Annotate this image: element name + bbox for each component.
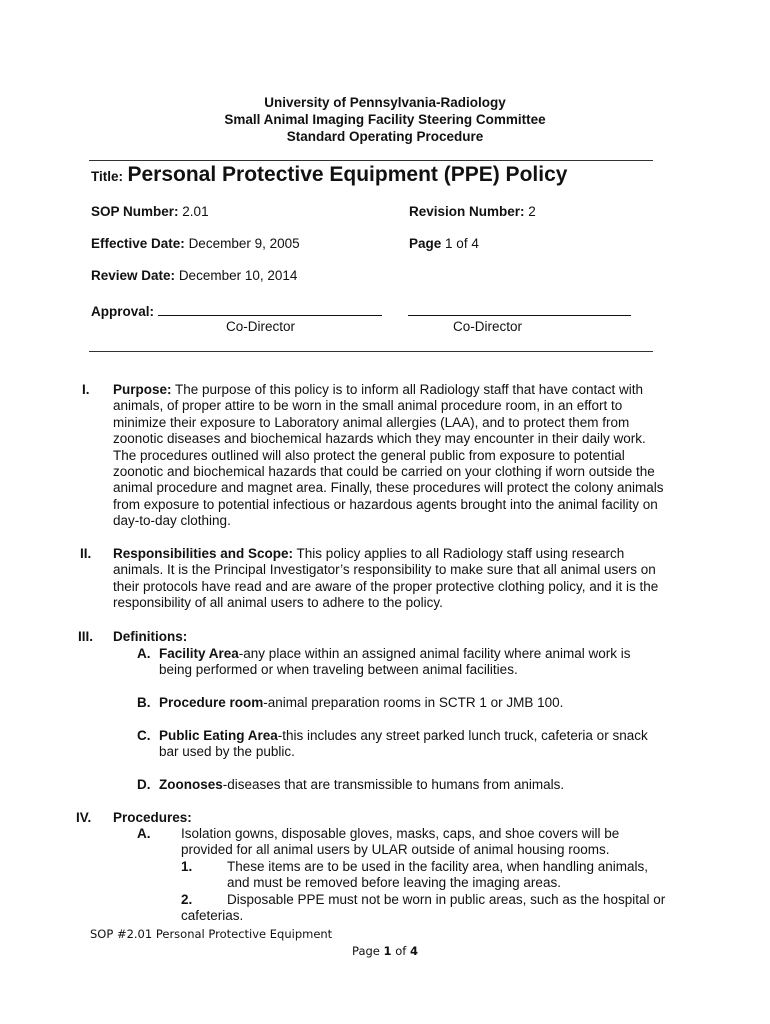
section-4-numeral: IV. — [76, 810, 92, 825]
sop-number — [91, 204, 209, 219]
footer-document-name: SOP #2.01 Personal Protective Equipment — [90, 927, 333, 941]
footer-page-number — [0, 944, 770, 958]
bottom-rule — [89, 351, 653, 352]
paragraph-line: The procedures outlined will also protect the general public from exposure to potential — [113, 447, 625, 463]
section-3-numeral: III. — [78, 629, 94, 644]
header-line-1: University of Pennsylvania-Radiology — [264, 95, 506, 110]
section-responsibilities — [113, 546, 658, 612]
definition-term: Procedure room — [159, 695, 264, 710]
footer-page-current: 1 — [383, 944, 392, 958]
definitions-heading: Definitions: — [113, 629, 188, 644]
paragraph-line: zoonotic and biochemical hazards that could be carried on your clothing if worn outside the — [113, 464, 655, 480]
footer-of-word: of — [391, 944, 410, 958]
definition-public-eating-area — [159, 728, 648, 761]
paragraph-line: animal procedure and magnet area. Finally, these procedures will protect the colony animals — [113, 480, 664, 496]
approval-signature-line-1 — [158, 301, 382, 316]
definition-term: Zoonoses — [159, 777, 223, 792]
approval-row — [91, 301, 382, 319]
definition-zoonoses — [159, 777, 564, 793]
procedure-1-text — [227, 859, 648, 892]
section-1-numeral: I. — [82, 382, 90, 397]
footer-page-total: 4 — [409, 944, 418, 958]
definition-text: -this includes any street parked lunch truck, cafeteria or snack — [277, 728, 648, 743]
section-purpose — [113, 382, 664, 530]
paragraph-line: zoonotic diseases and biochemical hazards which they may encounter in their daily work. — [113, 431, 646, 447]
definition-text: bar used by the public. — [159, 744, 295, 760]
paragraph-line: their protocols have read and are aware of the proper protective clothing policy, and it is the — [113, 578, 659, 594]
definition-term: Public Eating Area — [159, 728, 278, 743]
top-rule — [89, 160, 653, 161]
definition-procedure-room — [159, 695, 563, 711]
definition-text: -animal preparation rooms in SCTR 1 or JMB 100. — [263, 695, 564, 710]
signer-2-title: Co-Director — [453, 319, 523, 334]
effective-date — [91, 236, 300, 251]
signer-1-title: Co-Director — [226, 319, 296, 334]
definition-text: -any place within an assigned animal facility where animal work is — [238, 646, 631, 661]
procedure-a-text — [181, 826, 619, 859]
approval-label: Approval: — [91, 304, 155, 319]
procedure-a-letter: A. — [137, 826, 151, 841]
sop-number-label: SOP Number: — [91, 204, 179, 219]
page-label: Page — [409, 236, 442, 251]
definition-d-letter: D. — [137, 777, 151, 792]
procedure-2-line-1: Disposable PPE must not be worn in public areas, such as the hospital or — [227, 892, 666, 907]
header-line-3: Standard Operating Procedure — [286, 129, 484, 144]
definition-facility-area — [159, 646, 630, 679]
paragraph-line: responsibility of all animal users to adhere to the policy. — [113, 595, 443, 611]
title-text: Personal Protective Equipment (PPE) Policy — [127, 163, 568, 186]
effective-date-label: Effective Date: — [91, 236, 185, 251]
paragraph-line: animals, of proper attire to be worn in the small animal procedure room, in an effort to — [113, 398, 623, 414]
definition-term: Facility Area — [159, 646, 239, 661]
procedure-line: These items are to be used in the facility area, when handling animals, — [227, 859, 648, 874]
review-date-value: December 10, 2014 — [178, 268, 298, 283]
page-count — [409, 236, 479, 251]
header-line-2: Small Animal Imaging Facility Steering Committee — [224, 112, 546, 127]
review-date — [91, 268, 297, 283]
page-value: 1 of 4 — [445, 236, 479, 251]
review-date-label: Review Date: — [91, 268, 176, 283]
responsibilities-heading: Responsibilities and Scope: — [113, 546, 294, 561]
section-2-numeral: II. — [80, 546, 92, 561]
paragraph-line: from exposure to potential infectious or hazardous agents brought into the animal facility on — [113, 496, 658, 512]
definition-b-letter: B. — [137, 695, 151, 710]
purpose-heading: Purpose: — [113, 382, 172, 397]
paragraph-line: day-to-day clothing. — [113, 513, 231, 529]
definition-text: being performed or when traveling between animal facilities. — [159, 662, 518, 678]
approval-signature-line-2 — [408, 301, 631, 316]
procedure-line: provided for all animal users by ULAR outside of animal housing rooms. — [181, 842, 610, 858]
procedure-2-number: 2. — [181, 892, 193, 907]
revision-number — [409, 204, 536, 219]
definition-text: -diseases that are transmissible to humans from animals. — [222, 777, 565, 792]
footer-page-word: Page — [352, 944, 384, 958]
effective-date-value: December 9, 2005 — [188, 236, 300, 251]
paragraph-line: This policy applies to all Radiology staff using research — [293, 546, 625, 561]
definition-c-letter: C. — [137, 728, 151, 743]
sop-number-value: 2.01 — [182, 204, 209, 219]
paragraph-line: minimize their exposure to Laboratory animal allergies (LAA), and to protect them from — [113, 414, 630, 430]
paragraph-line: animals. It is the Principal Investigator’s responsibility to make sure that all animal users on — [113, 562, 656, 578]
procedure-2-line-2: cafeterias. — [181, 908, 244, 923]
procedure-1-number: 1. — [181, 859, 193, 874]
procedures-heading: Procedures: — [113, 810, 192, 825]
procedure-line: and must be removed before leaving the imaging areas. — [227, 875, 561, 891]
document-title — [91, 163, 567, 187]
revision-number-value: 2 — [528, 204, 536, 219]
paragraph-line: The purpose of this policy is to inform all Radiology staff that have contact with — [171, 382, 644, 397]
revision-number-label: Revision Number: — [409, 204, 525, 219]
procedure-line: Isolation gowns, disposable gloves, masks, caps, and shoe covers will be — [181, 826, 620, 841]
title-label: Title: — [91, 169, 124, 184]
definition-a-letter: A. — [137, 646, 151, 661]
